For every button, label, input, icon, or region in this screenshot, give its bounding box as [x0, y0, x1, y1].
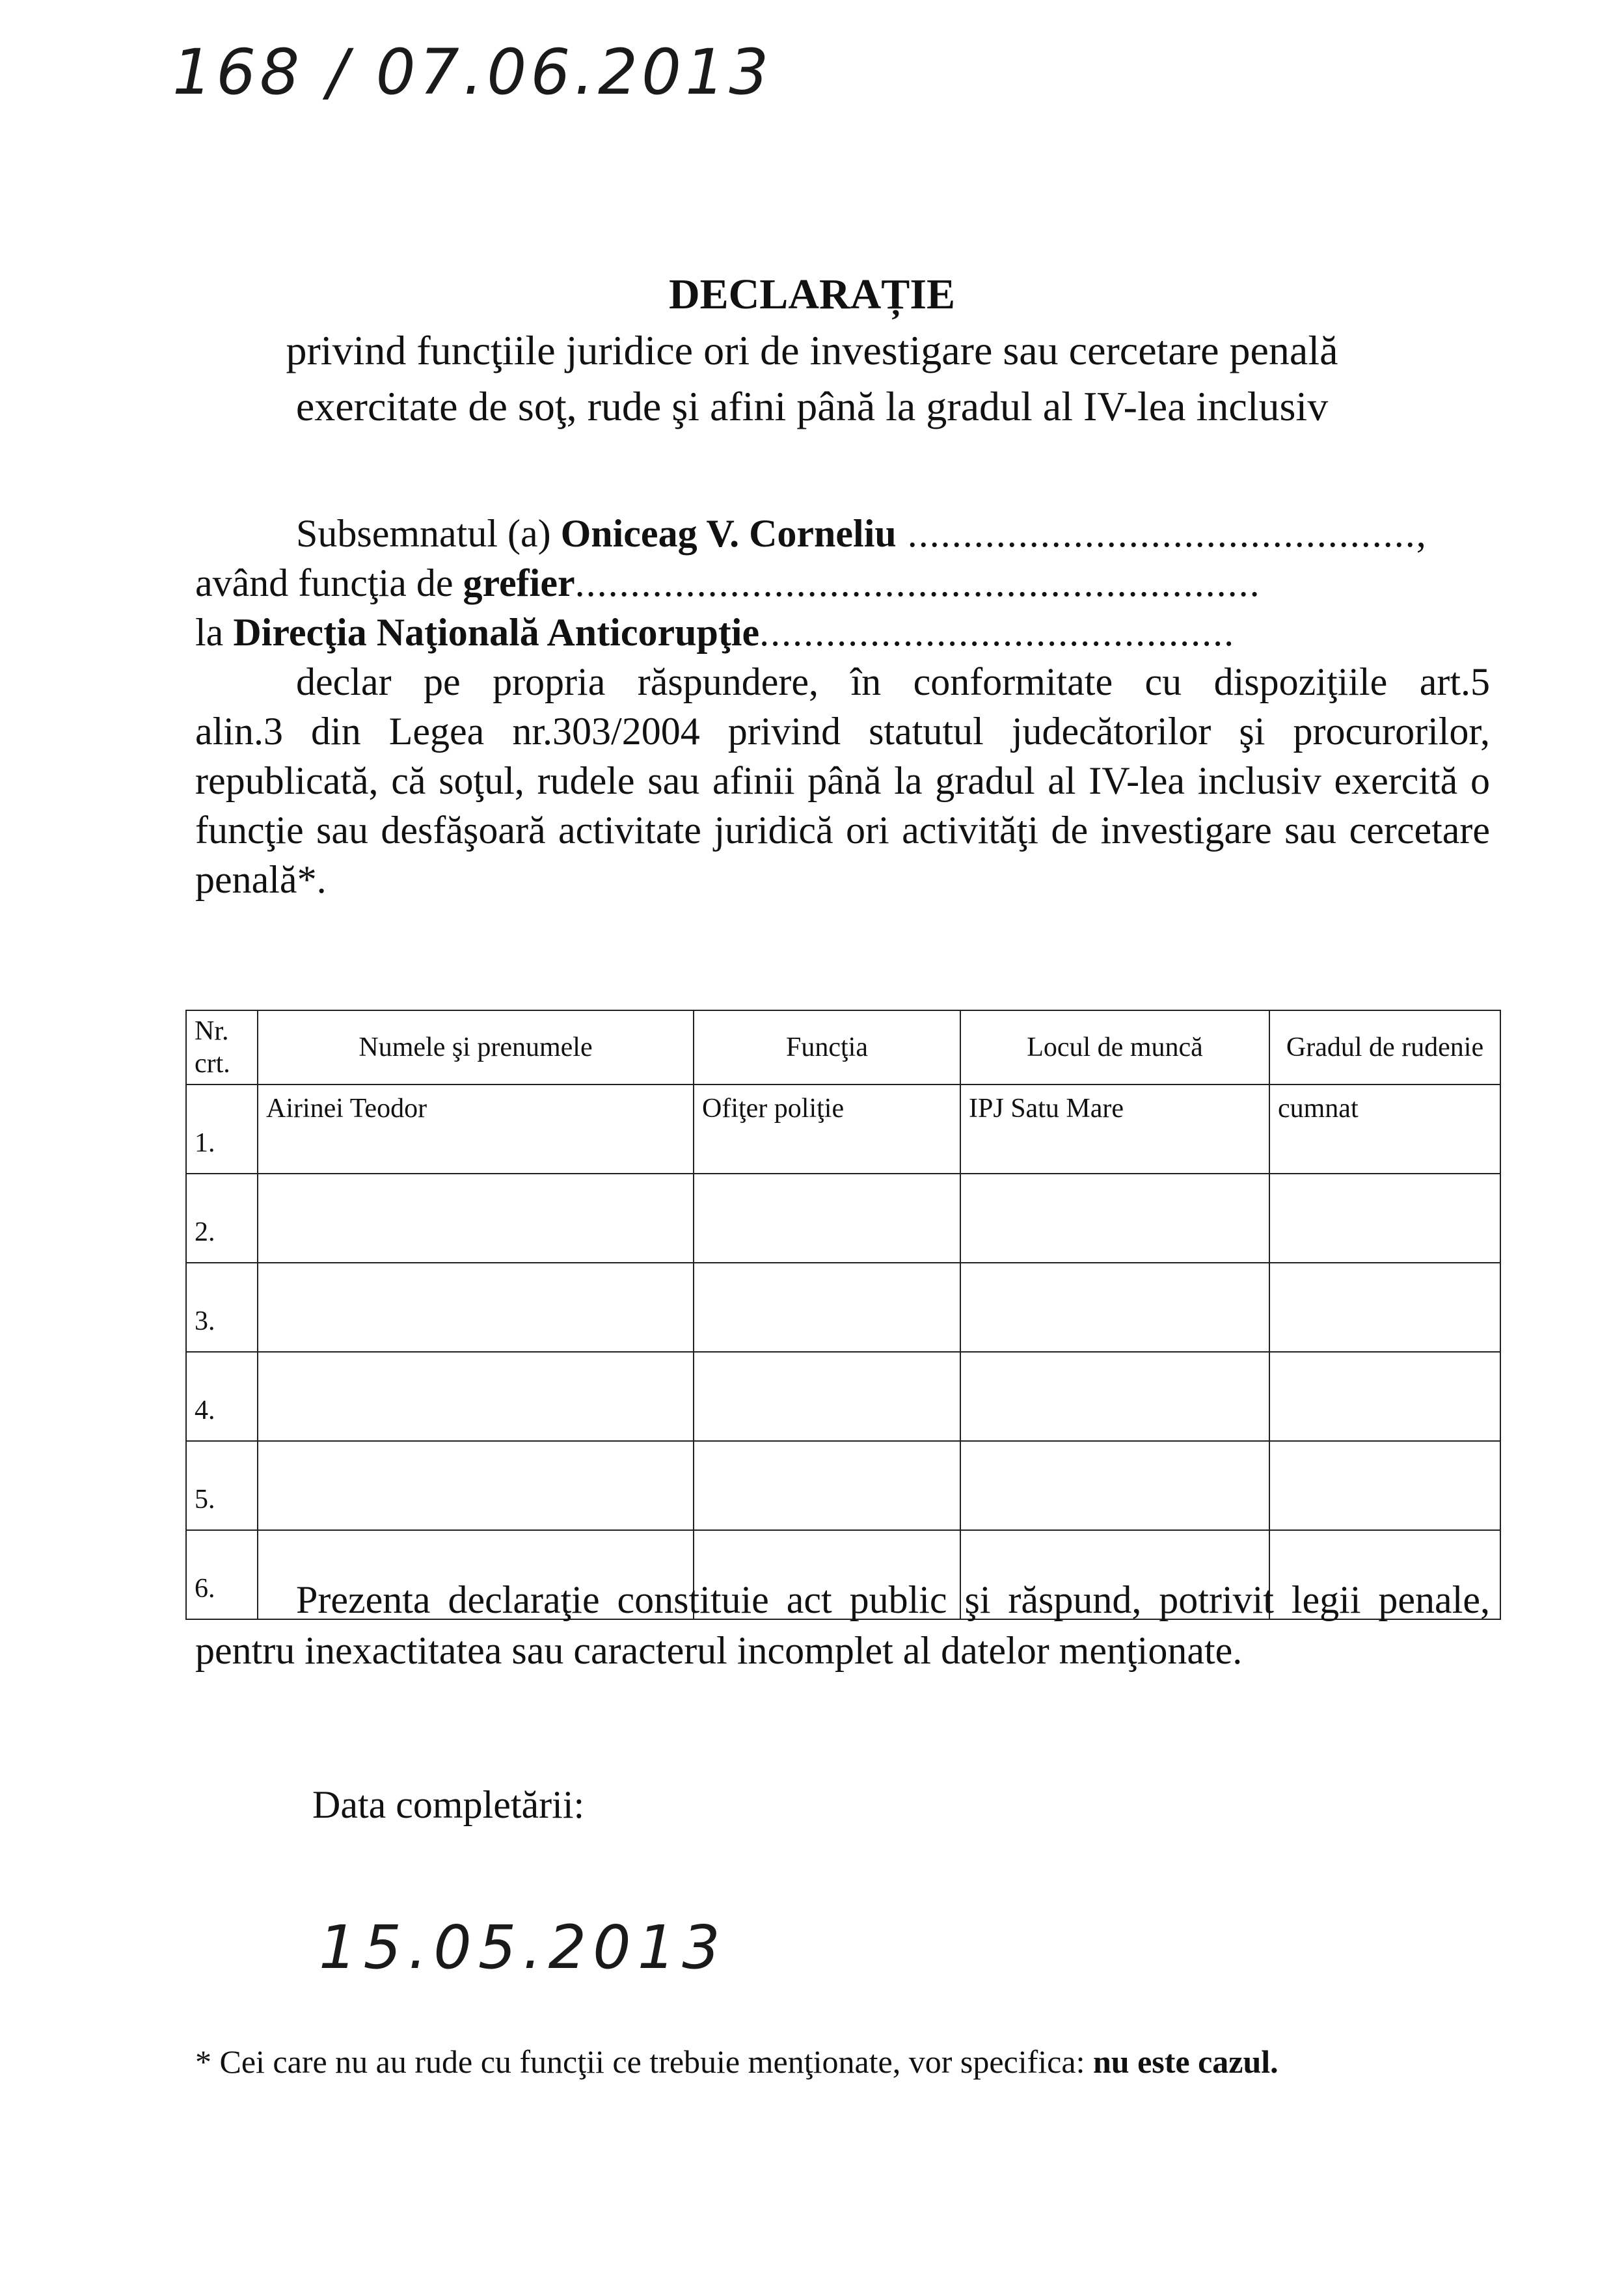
row-relation [1269, 1174, 1500, 1263]
table-header-row [186, 1010, 1500, 1084]
row-nr: 1. [186, 1084, 258, 1174]
relatives-table [185, 1010, 1501, 1620]
declarant-name-dots: .............................................., [896, 512, 1428, 555]
document-title: DECLARAȚIE [668, 271, 956, 318]
declarant-name: Oniceag V. Corneliu [560, 512, 897, 555]
row-relation [1269, 1352, 1500, 1441]
table-row [186, 1263, 1500, 1352]
document-subtitle-line1: privind funcţiile juridice ori de investigare sau cercetare penală [286, 327, 1338, 373]
row-nr: 3. [186, 1263, 258, 1352]
declarant-line [195, 509, 1490, 558]
document-header [0, 267, 1624, 435]
institution-prefix: la [195, 611, 234, 654]
declarant-institution: Direcţia Naţională Anticorupţie [233, 611, 760, 654]
table-row [186, 1441, 1500, 1530]
table-row [186, 1174, 1500, 1263]
row-relation: cumnat [1269, 1084, 1500, 1174]
completion-date: 15.05.2013 [319, 1913, 727, 1982]
row-workplace [960, 1352, 1269, 1441]
row-nr: 2. [186, 1174, 258, 1263]
row-relation [1269, 1441, 1500, 1530]
table-row [186, 1352, 1500, 1441]
row-nr: 4. [186, 1352, 258, 1441]
registration-note: 168 / 07.06.2013 [172, 36, 773, 109]
institution-line [195, 608, 1490, 657]
declaration-body [195, 509, 1490, 904]
row-name [258, 1263, 694, 1352]
row-function: Ofiţer poliţie [694, 1084, 960, 1174]
row-relation [1269, 1263, 1500, 1352]
row-function [694, 1441, 960, 1530]
row-workplace [960, 1174, 1269, 1263]
header-function: Funcţia [694, 1010, 960, 1084]
row-name [258, 1174, 694, 1263]
statement-line1: declar pe propria răspundere, în conformitate cu dispoziţiile art.5 [296, 660, 1490, 703]
row-function [694, 1263, 960, 1352]
function-prefix: având funcţia de [195, 561, 463, 604]
row-workplace [960, 1263, 1269, 1352]
row-nr: 5. [186, 1441, 258, 1530]
institution-dots: ........................................... [759, 611, 1236, 654]
header-relation: Gradul de rudenie [1269, 1010, 1500, 1084]
table-row [186, 1084, 1500, 1174]
row-name [258, 1352, 694, 1441]
header-nr: Nr. crt. [186, 1010, 258, 1084]
declarant-function: grefier [463, 561, 575, 604]
function-dots: .............................................................. [575, 561, 1261, 604]
function-line [195, 558, 1490, 608]
statement-rest: alin.3 din Legea nr.303/2004 privind statutul judecătorilor şi procurorilor, republicată, că soţul, rudele sau afinii până la gradul al IV-lea inclusiv exercită o funcţie sau desfăşoară activitate juridică ori activităţi de investigare sau cercetare penală*. [195, 710, 1490, 901]
document-subtitle-line2: exercitate de soţ, rude şi afini până la gradul al IV-lea inclusiv [295, 383, 1329, 429]
footnote-emphasis: nu este cazul. [1092, 2043, 1279, 2080]
row-function [694, 1174, 960, 1263]
row-workplace [960, 1441, 1269, 1530]
date-label: Data completării: [312, 1783, 585, 1826]
row-nr: 6. [186, 1530, 258, 1619]
row-name: Airinei Teodor [258, 1084, 694, 1174]
footnote-text: * Cei care nu au rude cu funcţii ce trebuie menţionate, vor specifica: [195, 2043, 1093, 2080]
closing-statement [195, 1574, 1490, 1676]
footnote [195, 2043, 1496, 2081]
row-workplace: IPJ Satu Mare [960, 1084, 1269, 1174]
declarant-prefix: Subsemnatul (a) [296, 512, 561, 555]
row-name [258, 1441, 694, 1530]
header-name: Numele şi prenumele [258, 1010, 694, 1084]
row-function [694, 1352, 960, 1441]
header-workplace: Locul de muncă [960, 1010, 1269, 1084]
closing-text: Prezenta declaraţie constituie act public şi răspund, potrivit legii penale, pentru inexactitatea sau caracterul incomplet al datelor menţionate. [195, 1578, 1490, 1672]
